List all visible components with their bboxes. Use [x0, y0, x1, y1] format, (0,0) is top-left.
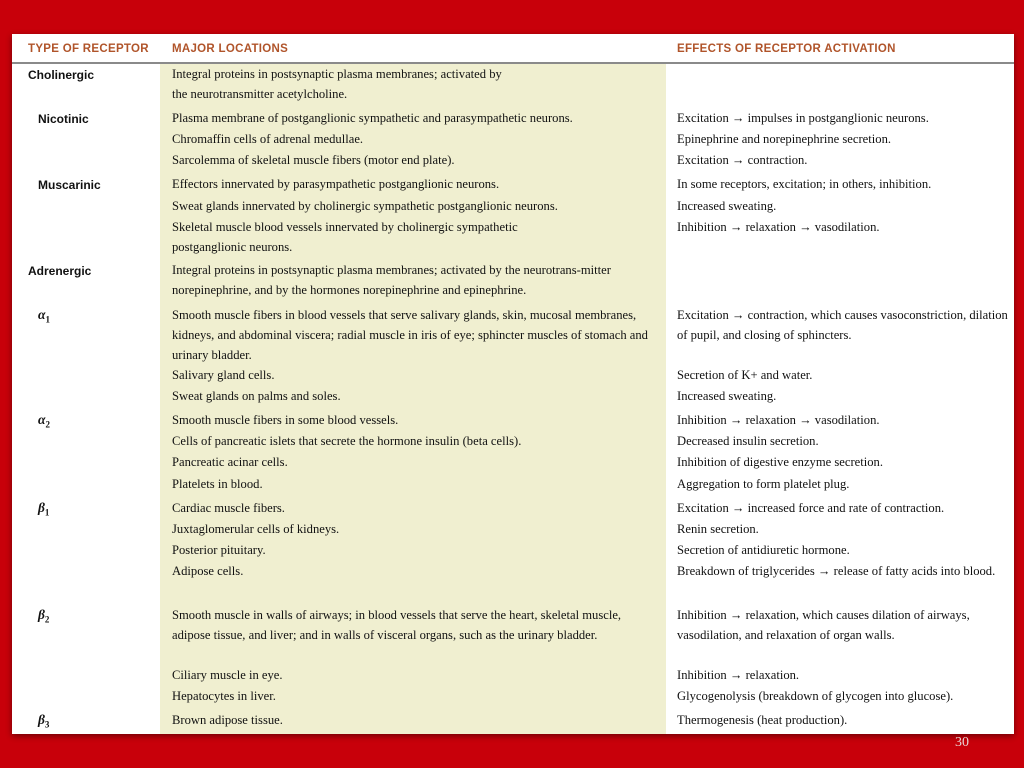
location-cell: Smooth muscle in walls of airways; in blood vessels that serve the heart, skeletal muscle, adipose tissue, and liver; and in walls of visceral organs, such as the urinary bladder.	[172, 608, 622, 642]
effect-cell: Excitation → increased force and rate of contraction.	[677, 501, 945, 515]
effect-cell: Secretion of antidiuretic hormone.	[677, 543, 850, 557]
receptor-type-symbol: β	[38, 500, 45, 515]
effect-cell: Inhibition → relaxation → vasodilation.	[677, 413, 880, 427]
receptor-type-beta1	[38, 500, 49, 518]
location-cell: Smooth muscle fibers in some blood vessels.	[172, 413, 399, 427]
effect-cell: Decreased insulin secretion.	[677, 434, 819, 448]
location-cell: Smooth muscle fibers in blood vessels that serve salivary glands, skin, mucosal membranes, kidneys, and abdominal viscera; radial muscle in iris of eye; sphincter muscles of stomach and urinary bladder.	[172, 308, 648, 362]
location-cell: Sarcolemma of skeletal muscle fibers (motor end plate).	[172, 153, 455, 167]
location-cell: Effectors innervated by parasympathetic postganglionic neurons.	[172, 177, 500, 191]
receptor-type: Muscarinic	[38, 178, 101, 192]
location-cell: Juxtaglomerular cells of kidneys.	[172, 522, 340, 536]
effect-cell: Inhibition → relaxation → vasodilation.	[677, 220, 880, 234]
receptor-type-beta3	[38, 712, 49, 730]
effect-cell: In some receptors, excitation; in others, inhibition.	[677, 177, 932, 191]
receptor-type-subscript: 1	[44, 507, 50, 518]
location-cell: Hepatocytes in liver.	[172, 689, 276, 703]
header-locations: MAJOR LOCATIONS	[172, 43, 289, 55]
receptor-type-subscript: 3	[44, 719, 50, 730]
effect-cell: Inhibition of digestive enzyme secretion.	[677, 455, 883, 469]
header-effects: EFFECTS OF RECEPTOR ACTIVATION	[677, 43, 896, 55]
effect-cell: Excitation → contraction, which causes vasoconstriction, dilation of pupil, and closing of sphincters.	[677, 308, 1008, 342]
receptor-type: Cholinergic	[28, 68, 95, 82]
location-cell: Plasma membrane of postganglionic sympathetic and parasympathetic neurons.	[172, 111, 573, 125]
page-number: 30	[955, 735, 969, 750]
location-cell: Pancreatic acinar cells.	[172, 455, 288, 469]
location-cell: Sweat glands on palms and soles.	[172, 389, 341, 403]
receptor-type-subscript: 1	[45, 314, 50, 325]
header-type: TYPE OF RECEPTOR	[28, 43, 149, 55]
location-cell: Integral proteins in postsynaptic plasma membranes; activated by the neurotransmitter acetylcholine.	[172, 67, 502, 101]
location-cell: Skeletal muscle blood vessels innervated by cholinergic sympathetic postganglionic neurons.	[172, 220, 518, 254]
header-divider	[12, 62, 1014, 64]
receptor-type-symbol: α	[38, 307, 46, 322]
location-cell: Posterior pituitary.	[172, 543, 266, 557]
receptor-type-alpha2	[38, 412, 50, 430]
effect-cell: Inhibition → relaxation, which causes dilation of airways, vasodilation, and relaxation of organ walls.	[677, 608, 970, 642]
location-cell: Integral proteins in postsynaptic plasma membranes; activated by the neurotrans-mitter norepinephrine, and by the hormones norepinephrine and epinephrine.	[172, 263, 611, 297]
effect-cell: Thermogenesis (heat production).	[677, 713, 848, 727]
receptor-type-subscript: 2	[45, 419, 50, 430]
effect-cell: Increased sweating.	[677, 199, 777, 213]
receptor-type-subscript: 2	[44, 614, 50, 625]
effect-cell: Epinephrine and norepinephrine secretion.	[677, 132, 892, 146]
receptor-type-beta2	[38, 607, 49, 625]
receptor-type-symbol: β	[38, 712, 45, 727]
effect-cell: Aggregation to form platelet plug.	[677, 477, 850, 491]
effect-cell: Secretion of K+ and water.	[677, 368, 813, 382]
receptor-type: Nicotinic	[38, 112, 89, 126]
effect-cell: Glycogenolysis (breakdown of glycogen into glucose).	[677, 689, 954, 703]
effect-cell: Increased sweating.	[677, 389, 777, 403]
receptor-type-symbol: β	[38, 607, 45, 622]
effect-cell: Excitation → contraction.	[677, 153, 808, 167]
effect-cell: Renin secretion.	[677, 522, 759, 536]
effect-cell: Breakdown of triglycerides → release of fatty acids into blood.	[677, 564, 996, 578]
location-cell: Adipose cells.	[172, 564, 244, 578]
receptor-type-alpha1	[38, 307, 50, 325]
location-cell: Cells of pancreatic islets that secrete the hormone insulin (beta cells).	[172, 434, 522, 448]
location-cell: Sweat glands innervated by cholinergic sympathetic postganglionic neurons.	[172, 199, 558, 213]
location-cell: Platelets in blood.	[172, 477, 263, 491]
location-cell: Salivary gland cells.	[172, 368, 275, 382]
effect-cell: Excitation → impulses in postganglionic neurons.	[677, 111, 929, 125]
location-cell: Cardiac muscle fibers.	[172, 501, 285, 515]
location-cell: Ciliary muscle in eye.	[172, 668, 283, 682]
location-cell: Brown adipose tissue.	[172, 713, 283, 727]
receptor-type-symbol: α	[38, 412, 46, 427]
receptor-type: Adrenergic	[28, 264, 92, 278]
location-cell: Chromaffin cells of adrenal medullae.	[172, 132, 364, 146]
receptor-table	[12, 34, 1014, 734]
effect-cell: Inhibition → relaxation.	[677, 668, 800, 682]
